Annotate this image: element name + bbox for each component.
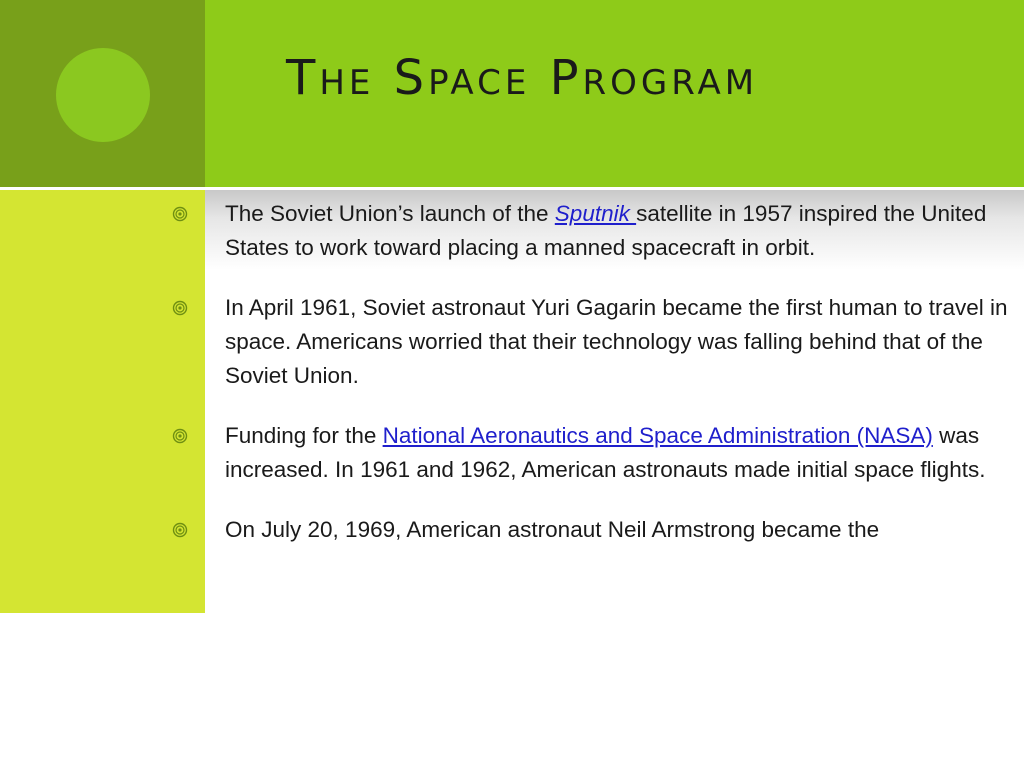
slide-title: The Space Program	[286, 50, 759, 106]
bullet-item	[0, 419, 1024, 487]
sputnik-link[interactable]: Sputnik	[554, 201, 637, 226]
concentric-circle-bullet-icon	[172, 206, 188, 222]
bullet-text: On July 20, 1969, American astronaut Neil Armstrong became the	[225, 517, 880, 542]
bullet-text: In April 1961, Soviet astronaut Yuri Gagarin became the first human to travel in space. Americans worried that their technology was falling behind that of the Soviet Union.	[225, 295, 1008, 388]
nasa-link[interactable]: National Aeronautics and Space Administration (NASA)	[382, 423, 933, 448]
concentric-circle-bullet-icon	[172, 428, 188, 444]
bullet-text: Funding for the	[225, 423, 383, 448]
bullet-item	[0, 513, 1024, 547]
decorative-circle	[56, 48, 150, 142]
bullet-list	[0, 197, 1024, 573]
bullet-item	[0, 291, 1024, 393]
bullet-item	[0, 197, 1024, 265]
concentric-circle-bullet-icon	[172, 300, 188, 316]
bullet-text: satellite in 1957 inspired the United States to work toward placing a manned spacecraft in orbit.	[225, 201, 987, 260]
bullet-text: The Soviet Union’s launch of the	[225, 201, 555, 226]
bullet-text: was increased. In 1961 and 1962, American astronauts made initial space flights.	[225, 423, 986, 482]
concentric-circle-bullet-icon	[172, 522, 188, 538]
